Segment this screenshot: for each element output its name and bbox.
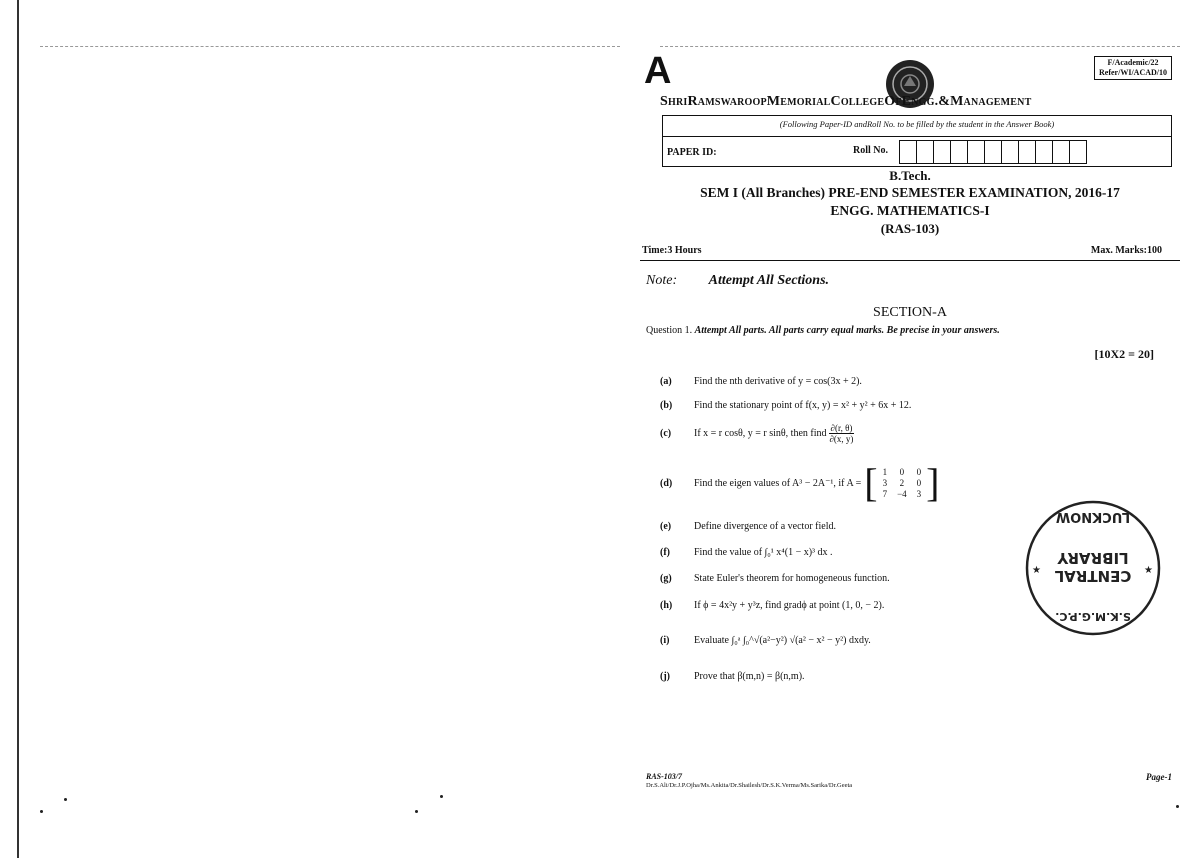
question-item [660,521,836,532]
roll-no-cell [984,140,1002,164]
roll-no-label: Roll No. [853,145,888,156]
question-item [660,400,911,411]
note-line [646,273,829,289]
divider [640,260,1180,261]
college-name: ShriRamswaroopMemorialCollegeOfEngg.&Management [660,94,1032,109]
item-text: State Euler's theorem for homogeneous function. [694,573,890,584]
scan-artifact-line [40,46,620,48]
roll-no-cell [1052,140,1070,164]
matrix-cell: 0 [899,466,905,477]
roll-no-cell [1018,140,1036,164]
degree: B.Tech. [889,168,931,183]
question-item [660,573,890,584]
item-label: (j) [660,671,670,682]
question-heading [646,325,1000,336]
scan-speck [440,795,443,798]
roll-no-cell [1001,140,1019,164]
matrix-cell: 1 [882,466,888,477]
stamp-middle2: LIBRARY [1057,549,1129,567]
item-label: (i) [660,635,670,646]
roll-no-cell [1069,140,1087,164]
matrix-a [864,460,940,505]
document-reference-box [1094,56,1172,80]
scan-speck [40,810,43,813]
stamp-bottom: S.K.M.G.P.C. [1055,610,1131,623]
item-text: Find the value of ∫₀¹ x⁴(1 − x)³ dx . [694,547,833,558]
marks-distribution: [10X2 = 20] [1094,347,1154,361]
question-prefix: Question 1. [646,325,693,336]
section-title: SECTION-A [873,305,947,320]
time-allowed: Time:3 Hours [642,245,702,256]
series-letter: A [644,50,672,92]
footer-faculty-names: Dr.S.Ali/Dr.J.P.Ojha/Ms.Ankita/Dr.Shailesh/Dr.S.K.Verma/Ms.Sarika/Dr.Geeta [646,782,853,789]
question-item [660,460,940,505]
footer-paper-code: RAS-103/7 [646,772,683,781]
jacobian-fraction [829,423,855,444]
library-stamp-icon [1020,495,1166,641]
question-item [660,376,862,387]
fraction-numerator: ∂(r, θ) [830,423,853,433]
matrix-cell: 2 [899,477,905,488]
item-text: Prove that β(m,n) = β(n,m). [694,671,805,682]
item-text: If ϕ = 4x²y + y³z, find gradϕ at point (1, 0, − 2). [694,600,885,611]
matrix-cell: 0 [916,477,922,488]
stamp-middle1: CENTRAL [1054,567,1132,585]
roll-no-cell [899,140,917,164]
question-item [660,671,805,682]
question-item [660,547,833,558]
matrix-cell: 3 [916,488,922,499]
time-marks-row [642,245,1162,256]
note-text: Attempt All Sections. [708,273,830,288]
roll-no-cell [950,140,968,164]
exam-title: SEM I (All Branches) PRE-END SEMESTER EXAMINATION, 2016-17 [700,185,1120,200]
item-label: (f) [660,547,670,558]
matrix-cell: 3 [882,477,888,488]
matrix-bracket-left: [ [864,460,878,505]
item-text: Find the stationary point of f(x, y) = x² + y² + 6x + 12. [694,400,912,411]
item-text: Find the nth derivative of y = cos(3x + 2). [694,376,862,387]
roll-no-cell [1035,140,1053,164]
roll-no-cells [899,140,1086,164]
scan-speck [64,798,67,801]
matrix-row [878,489,927,500]
stamp-top: LUCKNOW [1055,509,1131,524]
item-label: (d) [660,477,673,489]
item-label: (b) [660,400,673,411]
roll-no-cell [967,140,985,164]
item-text: Define divergence of a vector field. [694,521,836,532]
paper-id-roll-box [662,115,1172,167]
page-number: Page-1 [1146,772,1172,782]
item-label: (g) [660,573,672,584]
roll-no-cell [916,140,934,164]
question-instruction: Attempt All parts. All parts carry equal marks. Be precise in your answers. [694,325,1000,336]
subject-code: (RAS-103) [880,221,940,236]
matrix-row [878,467,927,478]
id-instruction: (Following Paper-ID andRoll No. to be filled by the student in the Answer Book) [779,119,1055,129]
item-label: (h) [660,600,673,611]
matrix-bracket-right: ] [926,460,940,505]
matrix-cell: 7 [882,488,888,499]
ref-line-1: F/Academic/22 [1107,58,1159,67]
matrix-cell: −4 [897,488,907,499]
item-text: If x = r cosθ, y = r sinθ, then find [694,428,827,439]
stamp-star-icon: ★ [1032,565,1041,576]
question-item [660,600,884,611]
paper-id-label: PAPER ID: [667,147,717,158]
matrix-values [878,467,927,500]
matrix-cell: 0 [916,466,922,477]
item-label: (e) [660,521,672,532]
roll-no-cell [933,140,951,164]
scan-speck [415,810,418,813]
page-edge-border [17,0,19,858]
item-text: Evaluate ∫₀ᵃ ∫₀^√(a²−y²) √(a² − x² − y²) dxdy. [694,635,871,646]
question-item [660,423,854,444]
item-text: Find the eigen values of A³ − 2A⁻¹, if A = [694,477,862,489]
ref-line-2: Refer/WI/ACAD/10 [1099,68,1167,77]
matrix-row [878,478,927,489]
fraction-denominator: ∂(x, y) [829,434,854,444]
item-label: (c) [660,428,672,439]
divider [663,136,1171,137]
note-label: Note: [646,273,678,288]
question-item [660,635,871,646]
stamp-star-icon: ★ [1144,565,1153,576]
max-marks: Max. Marks:100 [1090,245,1162,256]
item-label: (a) [660,376,672,387]
subject-name: ENGG. MATHEMATICS-I [830,203,990,218]
exam-paper-page [640,40,1180,850]
